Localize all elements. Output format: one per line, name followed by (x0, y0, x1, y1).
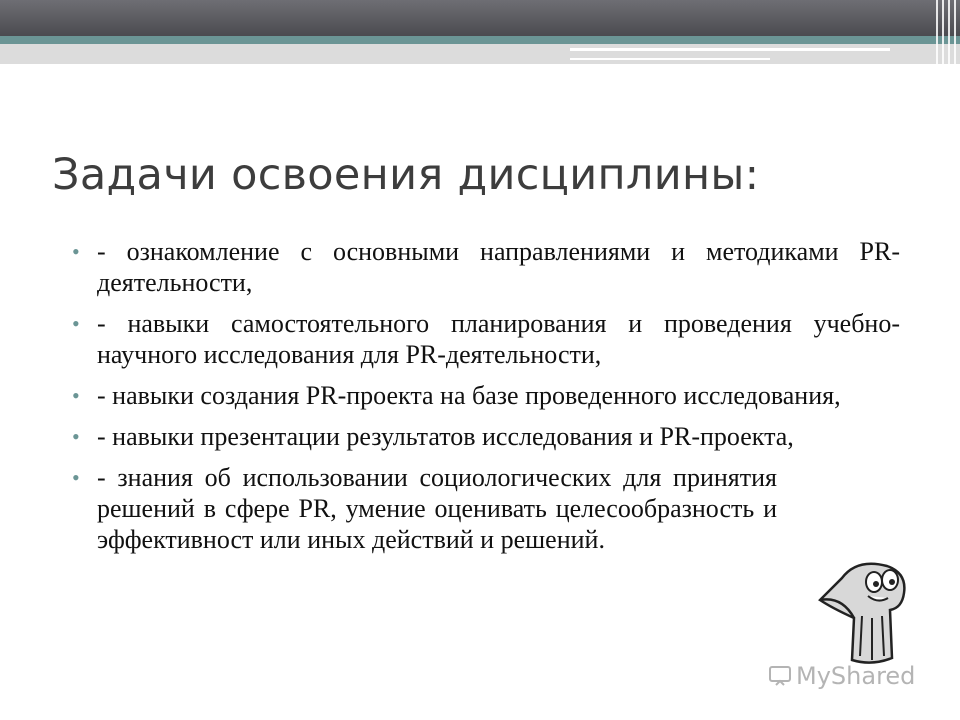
bullet-list (70, 236, 900, 565)
presentation-icon (768, 664, 792, 688)
bullet-item: • - навыки самостоятельного планирования и проведения учебно-научного исследования для PR-деятельности, (70, 308, 900, 370)
penguin-mascot-icon (812, 548, 922, 668)
accent-band (0, 36, 960, 44)
decor-stripes (930, 0, 960, 64)
bullet-item: • - ознакомление с основными направлениями и методиками PR-деятельности, (70, 236, 900, 298)
slide-title: Задачи освоения дисциплины: (52, 150, 760, 200)
gray-band (0, 44, 960, 64)
watermark (768, 660, 928, 694)
bullet-item: • - навыки создания PR-проекта на базе проведенного исследования, (70, 380, 900, 411)
watermark-text: MyShared (796, 662, 916, 690)
decor-line (570, 58, 770, 60)
bullet-item: • - знания об использовании социологических для принятия решений в сфере PR, умение оценивать целесообразность и эффективност или иных действий и решений. (70, 462, 777, 555)
decor-line (570, 48, 890, 51)
header-bar (0, 0, 960, 36)
bullet-item: • - навыки презентации результатов исследования и PR-проекта, (70, 421, 900, 452)
